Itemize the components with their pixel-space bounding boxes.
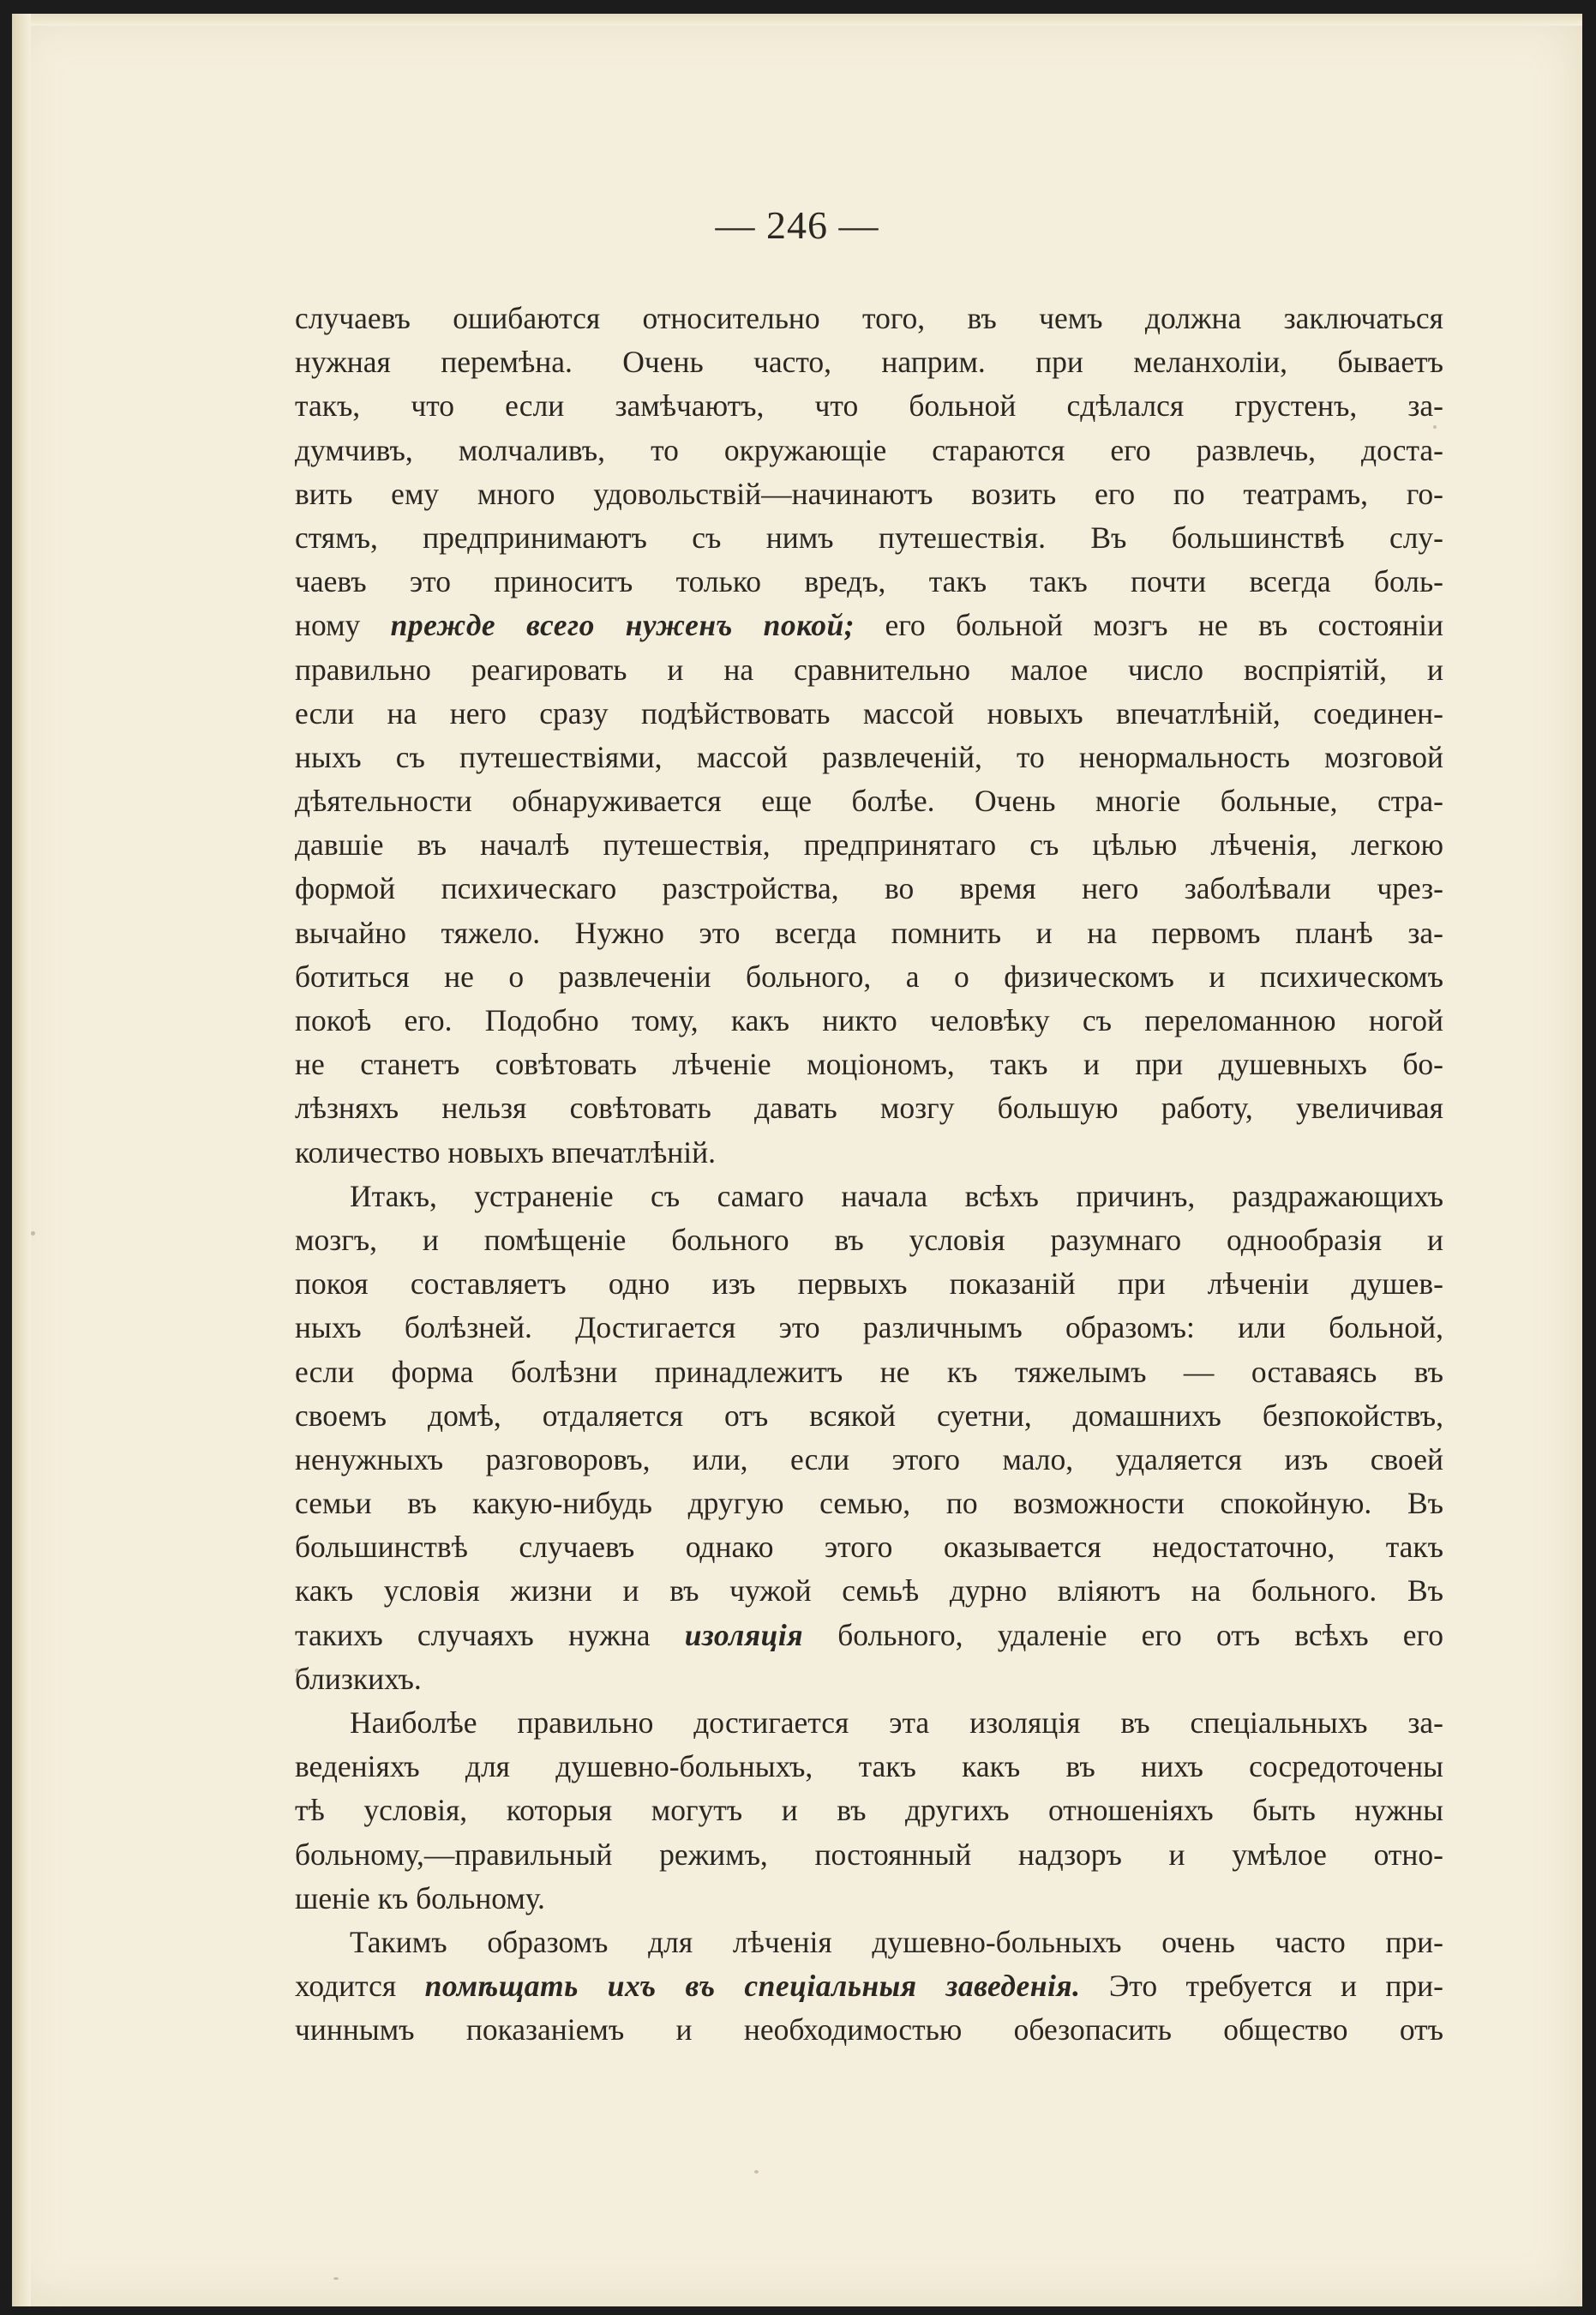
- text-line: покоѣ его. Подобно тому, какъ никто человѣку съ переломанною ногой: [295, 1003, 1443, 1037]
- text-line: [295, 1964, 1443, 2008]
- text-segment: его больной мозгъ не въ состояніи: [855, 608, 1443, 643]
- text-segment: больного, удаленіе его отъ всѣхъ его: [803, 1617, 1443, 1652]
- text-segment: ному: [295, 608, 391, 643]
- page-edge-top: [12, 14, 1582, 26]
- body-text: [295, 297, 1443, 2053]
- scanned-page: [12, 14, 1582, 2306]
- text-line: Такимъ образомъ для лѣченія душевно-больныхъ очень часто при-: [350, 1924, 1443, 1959]
- text-line: количество новыхъ впечатлѣній.: [295, 1134, 717, 1170]
- text-line: давшіе въ началѣ путешествія, предпринятаго съ цѣлью лѣченія, легкою: [295, 827, 1443, 863]
- ink-speck: [333, 2277, 339, 2280]
- text-line: Итакъ, устраненіе съ самаго начала всѣхъ причинъ, раздражающихъ: [350, 1178, 1443, 1213]
- text-line: такъ, что если замѣчаютъ, что больной сдѣлался грустенъ, за-: [295, 388, 1443, 424]
- text-line: стямъ, предпринимаютъ съ нимъ путешествія. Въ большинствѣ слу-: [295, 520, 1443, 555]
- text-line: шеніе къ больному.: [295, 1880, 545, 1915]
- text-line: чиннымъ показаніемъ и необходимостью обезопасить общество отъ: [295, 2012, 1443, 2047]
- text-line: ненужныхъ разговоровъ, или, если этого мало, удаляется изъ своей: [295, 1441, 1443, 1476]
- ink-speck: [295, 1669, 299, 1673]
- emphasized-text: изоляція: [684, 1617, 804, 1652]
- text-line: Наиболѣе правильно достигается эта изоляція въ спеціальныхъ за-: [350, 1705, 1443, 1740]
- text-line: если на него сразу подѣйствовать массой новыхъ впечатлѣній, соединен-: [295, 695, 1443, 731]
- text-line: ботиться не о развлеченіи больного, а о физическомъ и психическомъ: [295, 959, 1443, 994]
- text-line: дѣятельности обнаруживается еще болѣе. Очень многіе больные, стра-: [295, 784, 1443, 819]
- text-line: правильно реагировать и на сравнительно малое число воспріятій, и: [295, 652, 1443, 687]
- text-segment: такихъ случаяхъ нужна: [295, 1617, 685, 1652]
- text-line: больному,—правильный режимъ, постоянный надзоръ и умѣлое отно-: [295, 1837, 1443, 1872]
- text-line: [295, 604, 1443, 647]
- text-line: вить ему много удовольствій—начинаютъ возить его по театрамъ, го-: [295, 476, 1443, 511]
- text-line: мозгъ, и помѣщеніе больного въ условія разумнаго однообразія и: [295, 1222, 1443, 1257]
- ink-speck: [754, 2170, 759, 2174]
- ink-speck: [1433, 425, 1437, 429]
- text-line: не станетъ совѣтовать лѣченіе моціономъ, такъ и при душевныхъ бо-: [295, 1047, 1443, 1082]
- emphasized-text: помѣщать ихъ въ спеціальныя заведенія.: [424, 1969, 1081, 2004]
- text-line: покоя составляетъ одно изъ первыхъ показаній при лѣченіи душев-: [295, 1266, 1443, 1302]
- text-line: ныхъ болѣзней. Достигается это различнымъ образомъ: или больной,: [295, 1310, 1443, 1345]
- text-line: близкихъ.: [295, 1661, 422, 1696]
- text-line: тѣ условія, которыя могутъ и въ другихъ отношеніяхъ быть нужны: [295, 1793, 1443, 1828]
- ink-speck: [31, 1231, 35, 1236]
- text-line: формой психическаго разстройства, во время него заболѣвали чрез-: [295, 871, 1443, 906]
- text-line: своемъ домѣ, отдаляется отъ всякой суетни, домашнихъ безпокойствъ,: [295, 1398, 1443, 1433]
- page-number: — 246 —: [715, 203, 879, 247]
- page-edge-left: [12, 14, 31, 2306]
- text-line: ныхъ съ путешествіями, массой развлеченій, то ненормальность мозговой: [295, 739, 1443, 774]
- text-segment: Это требуется и при-: [1080, 1969, 1443, 2004]
- text-segment: ходится: [295, 1969, 425, 2004]
- text-line: думчивъ, молчаливъ, то окружающіе стараются его развлечь, доста-: [295, 432, 1443, 467]
- text-line: семьи въ какую-нибудь другую семью, по возможности спокойную. Въ: [295, 1486, 1443, 1521]
- text-line: [295, 1614, 1443, 1657]
- emphasized-text: прежде всего нуженъ покой;: [390, 608, 855, 643]
- text-line: веденіяхъ для душевно-больныхъ, такъ какъ въ нихъ сосредоточены: [295, 1749, 1443, 1784]
- text-line: какъ условія жизни и въ чужой семьѣ дурно вліяютъ на больного. Въ: [295, 1573, 1443, 1608]
- text-line: вычайно тяжело. Нужно это всегда помнить и на первомъ планѣ за-: [295, 915, 1443, 950]
- text-line: лѣзняхъ нельзя совѣтовать давать мозгу большую работу, увеличивая: [295, 1091, 1443, 1126]
- text-line: случаевъ ошибаются относительно того, въ чемъ должна заключаться: [295, 301, 1443, 335]
- text-line: чаевъ это приноситъ только вредъ, такъ такъ почти всегда боль-: [295, 564, 1443, 599]
- text-line: нужная перемѣна. Очень часто, наприм. при меланхоліи, бываетъ: [295, 345, 1443, 380]
- text-line: большинствѣ случаевъ однако этого оказывается недостаточно, такъ: [295, 1530, 1443, 1565]
- text-line: если форма болѣзни принадлежитъ не къ тяжелымъ — оставаясь въ: [295, 1354, 1443, 1389]
